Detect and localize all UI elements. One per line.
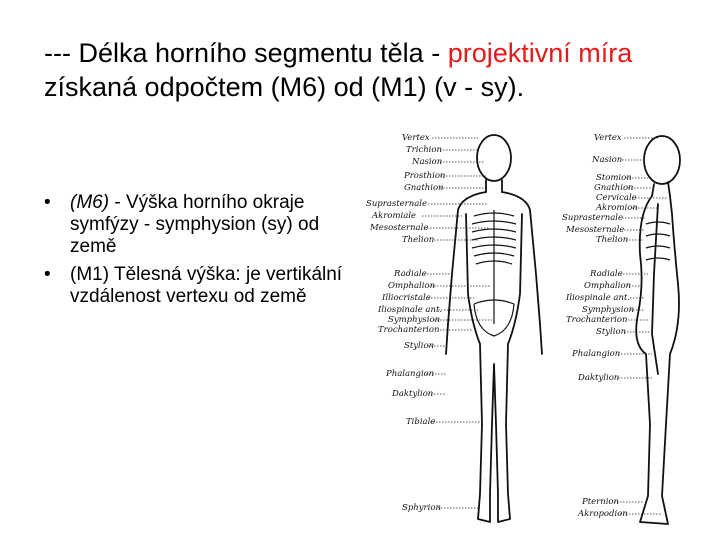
label-side: Iliospinale ant. xyxy=(566,293,631,303)
label-front: Tibiale xyxy=(406,417,436,427)
label-side: Akromion xyxy=(596,203,638,213)
label-side: Cervicale xyxy=(596,193,637,203)
bullet-italic: (M6) xyxy=(70,192,110,213)
label-front: Nasion xyxy=(412,157,443,167)
label-front: Trochanterion xyxy=(378,325,440,335)
label-side: Stylion xyxy=(596,327,627,337)
anthropometric-figure xyxy=(362,124,720,536)
label-front: Mesosternale xyxy=(370,223,429,233)
title-part-1: --- Délka horního segmentu těla - xyxy=(44,38,448,68)
label-side: Trochanterion xyxy=(566,315,628,325)
title-part-2: získaná odpočtem (M6) od (M1) (v - sy). xyxy=(44,72,525,102)
label-side: Gnathion xyxy=(594,183,634,193)
bullet-dot: • xyxy=(44,264,51,285)
label-side: Mesosternale xyxy=(566,225,625,235)
bullet-text: (M1) Tělesná výška: je vertikální vzdálenost vertexu od země xyxy=(70,264,343,307)
label-front: Radiale xyxy=(394,269,427,279)
label-side: Pternion xyxy=(582,497,620,507)
front-figure xyxy=(446,135,542,522)
skeleton-diagram xyxy=(362,124,720,536)
label-side: Symphysion xyxy=(582,305,635,315)
label-side: Vertex xyxy=(594,133,622,143)
label-front: Symphysion xyxy=(388,315,441,325)
bullet-item-m1 xyxy=(40,264,360,308)
label-front: Stylion xyxy=(404,341,435,351)
label-side: Phalangion xyxy=(572,349,621,359)
label-front: Iliospinale ant. xyxy=(378,305,443,315)
label-side: Stomion xyxy=(596,173,632,183)
label-side: Radiale xyxy=(590,269,623,279)
label-front: Prosthion xyxy=(404,171,446,181)
side-figure xyxy=(636,136,680,524)
label-side: Suprasternale xyxy=(562,213,624,223)
label-front: Sphyrion xyxy=(402,503,441,513)
label-front: Daktylion xyxy=(392,389,434,399)
label-side: Akropodion xyxy=(578,509,628,519)
label-front: Gnathion xyxy=(404,183,444,193)
label-front: Suprasternale xyxy=(366,199,428,209)
label-front: Thelion xyxy=(402,235,435,245)
label-side: Thelion xyxy=(596,235,629,245)
label-front: Akromiale xyxy=(372,211,417,221)
slide-title xyxy=(44,36,684,104)
label-side: Nasion xyxy=(592,155,623,165)
bullet-item-m6 xyxy=(40,192,360,258)
label-front: Omphalion xyxy=(388,281,436,291)
label-front: Phalangion xyxy=(386,369,435,379)
label-side: Daktylion xyxy=(578,373,620,383)
label-front: Illiocristale xyxy=(382,293,431,303)
title-highlight: projektivní míra xyxy=(447,38,633,68)
bullet-text: - Výška horního okraje symfýzy - symphysion (sy) od země xyxy=(70,192,320,257)
bullet-list xyxy=(40,192,360,314)
label-front: Trichion xyxy=(406,145,442,155)
label-side: Omphalion xyxy=(584,281,632,291)
bullet-dot: • xyxy=(44,192,51,213)
label-front: Vertex xyxy=(402,133,430,143)
